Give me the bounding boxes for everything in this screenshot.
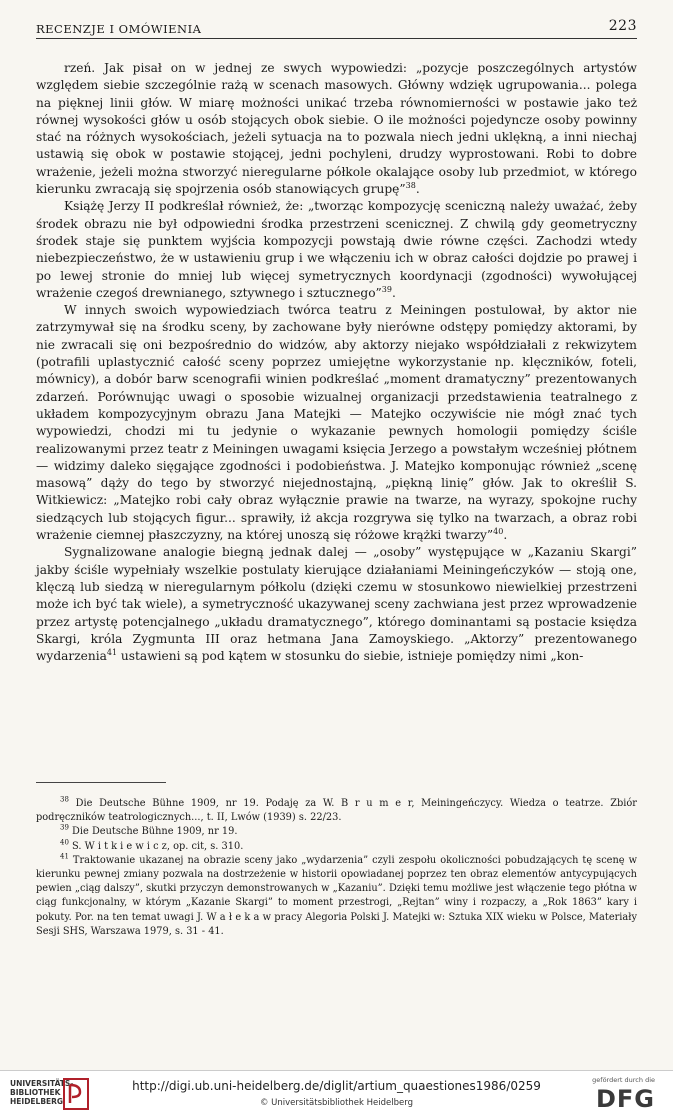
dfg-logo: DFG xyxy=(595,1085,655,1113)
copyright: © Universitätsbibliothek Heidelberg xyxy=(259,1098,413,1108)
running-header xyxy=(36,18,637,39)
footnote-ref: 40 xyxy=(493,526,504,536)
digitization-footer xyxy=(0,1070,673,1118)
footnote: $^{38}$ Die Deutsche Bühne 1909, nr 19. Podaję za W. B r u m e r, Meiningeńczycy. Wiedza o teatrze. Zbiór podręczników teatrologicznych..., t. II, Lwów (1939) s. 22/23. xyxy=(36,795,637,824)
paragraph: Sygnalizowane analogie biegną jednak dalej — „osoby” występujące w „Kazaniu Skargi” jakby ściśle wypełniały wszelkie postulaty kierujące działaniami Meiningeńczyków — stoją one, klęczą lub siedzą w nieregularnym półkolu (dzięki czemu w stosunkowo niewielkiej przestrzeni może ich być tak wiele), a symetryczność ukazywanej sceny zachwiana jest przez wprowadzenie przez artystę potencjalnego „układu dramatycznego”, którego dominantami są postacie księdza Skargi, króla Zygmunta III oraz hetmana Jana Zamoyskiego. „Aktorzy” prezentowanego wydarzenia$^{41}$ ustawieni są pod kątem w stosunku do siebie, istnieje pomiędzy nimi „kon- xyxy=(36,545,637,664)
funding-note: gefördert durch die xyxy=(592,1076,655,1084)
main-text xyxy=(36,60,637,665)
paragraph: W innych swoich wypowiedziach twórca teatru z Meiningen postulował, by aktor nie zatrzymywał się na środku sceny, by zachowane były nierówne odstępy pomiędzy aktorami, by nie zwracali się oni bezpośrednio do widzów, aby aktorzy niejako współdziałali z rekwizytem (potrafili uplastycznić całość sceny poprzez umiejętne wykorzystanie np. klęczników, foteli, mównicy), a dobór barw scenografii winien podkreślać „moment dramatyczny” prezentowanych zdarzeń. Porównując uwagi o sposobie wizualnej organizacji przedstawienia teatralnego z układem kompozycyjnym obrazu Jana Matejki — Matejko oczywiście nie mógł znać tych wypowiedzi, chodzi mi tu jedynie o wykazanie pewnych homologii pomiędzy ściśle realizowanymi przez teatr z Meiningen uwagami księcia Jerzego a powstałym wcześniej płótnem — widzimy daleko sięgające zgodności i podobieństwa. J. Matejko komponując również „scenę masową” dąży do tego by stworzyć niejednostajną, „piękną linię” głów. Jak to określił S. Witkiewicz: „Matejko robi cały obraz wyłącznie prawie na twarze, na wyrazy, spokojne ruchy siedzących lub stojących figur... sprawiły, iż akcja rozgrywa się tylko na twarzach, a obraz robi wrażenie ciemnej płaszczyzny, na której unoszą się różowe krążki twarzy”$^{40}$. xyxy=(36,303,637,543)
footnote: $^{39}$ Die Deutsche Bühne 1909, nr 19. xyxy=(60,824,238,838)
footnote: $^{41}$ Traktowanie ukazanej na obrazie sceny jako „wydarzenia” czyli zespołu okoliczności pobudzających tę scenę w kierunku pewnej zmiany pozwala na dostrzeżenie w historii opowiadanej poprzez ten obraz elementów antycypujących pewien „ciąg dalszy”, skutki przyczyn demonstrowanych w „Kazaniu”. Dzięki temu możliwe jest włączenie tego płótna w ciąg funkcjonalny, w którym „Kazanie Skargi” to moment przestrogi, „Rejtan” winy i rozpaczy, a „Rok 1863” kary i pokuty. Por. na ten temat uwagi J. W a ł e k a w pracy Alegoria Polski J. Matejki w: Sztuka XIX wieku w Polsce, Materiały Sesji SHS, Warszawa 1979, s. 31 - 41. xyxy=(36,852,637,937)
footnotes xyxy=(36,797,637,939)
footnote-divider xyxy=(36,782,166,783)
paragraph: Książę Jerzy II podkreślał również, że: „tworząc kompozycję sceniczną należy uważać, żeby środek obrazu nie był odpowiedni środka przestrzeni scenicznej. Z chwilą gdy geometryczny środek staje się punktem wyjścia kompozycji powstają dwie równe części. Zachodzi wtedy niebezpieczeństwo, że w ustawieniu grup i we włączeniu ich w obraz całości dojdzie po prawej i po lewej stronie do mniej lub więcej symetrycznych koordynacji (zgodności) wywołującej wrażenie czegoś drewnianego, sztywnego i sztucznego”$^{39}$. xyxy=(36,199,637,300)
permalink[interactable]: http://digi.ub.uni-heidelberg.de/diglit/artium_quaestiones1986/0259 xyxy=(132,1079,541,1093)
paragraph: rzeń. Jak pisał on w jednej ze swych wypowiedzi: „pozycje poszczególnych artystów względem siebie szczególnie rażą w scenach masowych. Główny wdzięk ugrupowania... polega na pięknej linii głów. W miarę możności unikać trzeba równomierności w postawie jako też równej wysokości głów u osób stojących obok siebie. O ile możności pojedyncze osoby powinny stać na różnych wysokościach, jeżeli sytuacja na to pozwala niech jedni uklękną, a inni niechaj ustawią się obok w postawie stojącej, jedni pochyleni, drudzy wyprostowani. Robi to dobre wrażenie, jeżeli można stworzyć nieregularne półkole okalające osoby lub przedmiot, w którego kierunku zwracają się spojrzenia osób stanowiących grupę”$^{38}$. xyxy=(36,61,637,197)
footnote-ref: 39 xyxy=(381,284,392,294)
page-number: 223 xyxy=(608,18,637,34)
footnote-ref: 41 xyxy=(106,648,118,658)
footnote-ref: 38 xyxy=(405,181,416,191)
footnote: $^{40}$ S. W i t k i e w i c z, op. cit, s. 310. xyxy=(60,838,244,852)
library-name: UNIVERSITÄTS- BIBLIOTHEK HEIDELBERG xyxy=(10,1079,74,1106)
running-title: RECENZJE I OMÓWIENIA xyxy=(36,22,202,36)
